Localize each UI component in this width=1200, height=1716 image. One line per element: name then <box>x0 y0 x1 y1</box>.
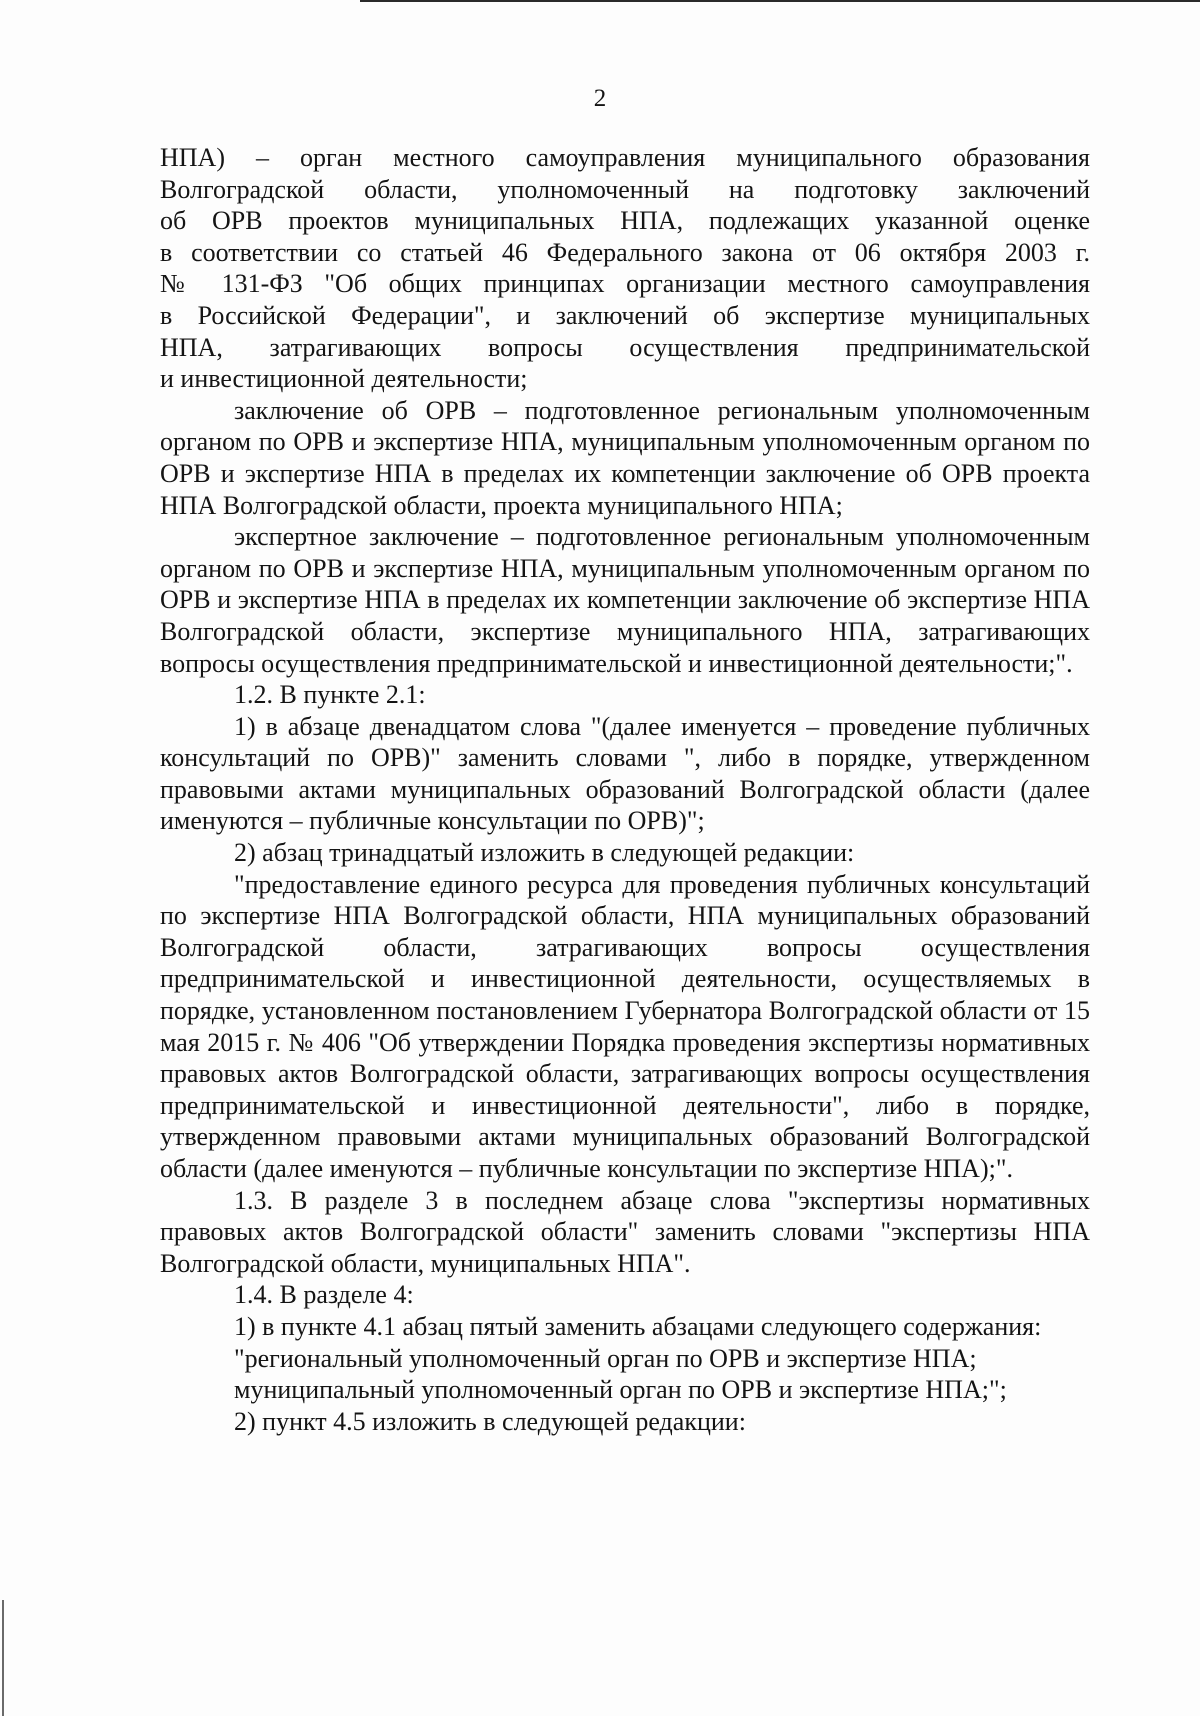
paragraph-quoted-regional: "региональный уполномоченный орган по ОРВ и экспертизе НПА; <box>234 1343 977 1373</box>
text-line: НПА, затрагивающих вопросы осуществления предпринимательской <box>160 332 1090 362</box>
text-line: № 131-ФЗ "Об общих принципах организации местного самоуправления <box>160 269 1090 299</box>
paragraph-quoted-municipal: муниципальный уполномоченный орган по ОРВ и экспертизе НПА;"; <box>234 1375 1007 1405</box>
paragraph-subitem-2: 2) абзац тринадцатый изложить в следующей редакции: <box>234 838 855 868</box>
scan-edge-top <box>360 0 1200 2</box>
paragraph-definition-orv: заключение об ОРВ – подготовленное региональным уполномоченным органом по ОРВ и экспертизе НПА, муниципальным уполномоченным органом по ОРВ и экспертизе НПА в пределах их компетенции заключение об ОРВ проекта НПА Волгоградской области, проекта муниципального НПА; <box>160 395 1090 520</box>
text-line: об ОРВ проектов муниципальных НПА, подлежащих указанной оценке <box>160 206 1090 236</box>
paragraph-item-1-3: 1.3. В разделе 3 в последнем абзаце слова "экспертизы нормативных правовых актов Волгоградской области" заменить словами "экспертизы НПА Волгоградской области, муниципальных НПА". <box>160 1185 1090 1278</box>
paragraph-subitem-1-4-2: 2) пункт 4.5 изложить в следующей редакции: <box>234 1406 746 1436</box>
text-line: в Российской Федерации", и заключений об экспертизе муниципальных <box>160 300 1090 330</box>
paragraph-item-1-4: 1.4. В разделе 4: <box>234 1280 414 1310</box>
paragraph-subitem-1-4-1: 1) в пункте 4.1 абзац пятый заменить абзацами следующего содержания: <box>234 1311 1042 1341</box>
text-line: Волгоградской области, уполномоченный на подготовку заключений <box>160 174 1090 204</box>
paragraph-item-1-2: 1.2. В пункте 2.1: <box>234 680 426 710</box>
paragraph-subitem-1: 1) в абзаце двенадцатом слова "(далее именуется – проведение публичных консультаций по ОРВ)" заменить словами ", либо в порядке, утвержденном правовыми актами муниципальных образований Волгоградской области (далее именуются – публичные консультации по ОРВ)"; <box>160 711 1090 836</box>
document-body <box>160 142 1090 1437</box>
page-number: 2 <box>593 85 607 112</box>
text-line: и инвестиционной деятельности; <box>160 364 528 394</box>
paragraph-definition-expert: экспертное заключение – подготовленное региональным уполномоченным органом по ОРВ и экспертизе НПА, муниципальным уполномоченным органом по ОРВ и экспертизе НПА в пределах их компетенции заключение об экспертизе НПА Волгоградской области, экспертизе муниципального НПА, затрагивающих вопросы осуществления предпринимательской и инвестиционной деятельности;". <box>160 522 1090 678</box>
scan-edge-left <box>2 1600 4 1716</box>
paragraph-quoted-text: "предоставление единого ресурса для проведения публичных консультаций по экспертизе НПА Волгоградской области, НПА муниципальных образований Волгоградской области, затрагивающих вопросы осуществления предпринимательской и инвестиционной деятельности, осуществляемых в порядке, установленном постановлением Губернатора Волгоградской области от 15 мая 2015 г. № 406 "Об утверждении Порядка проведения экспертизы нормативных правовых актов Волгоградской области, затрагивающих вопросы осуществления предпринимательской и инвестиционной деятельности", либо в порядке, утвержденном правовыми актами муниципальных образований Волгоградской области (далее именуются – публичные консультации по экспертизе НПА);". <box>160 869 1090 1183</box>
text-line: НПА) – орган местного самоуправления муниципального образования <box>160 143 1090 172</box>
text-line: в соответствии со статьей 46 Федерального закона от 06 октября 2003 г. <box>160 237 1090 267</box>
